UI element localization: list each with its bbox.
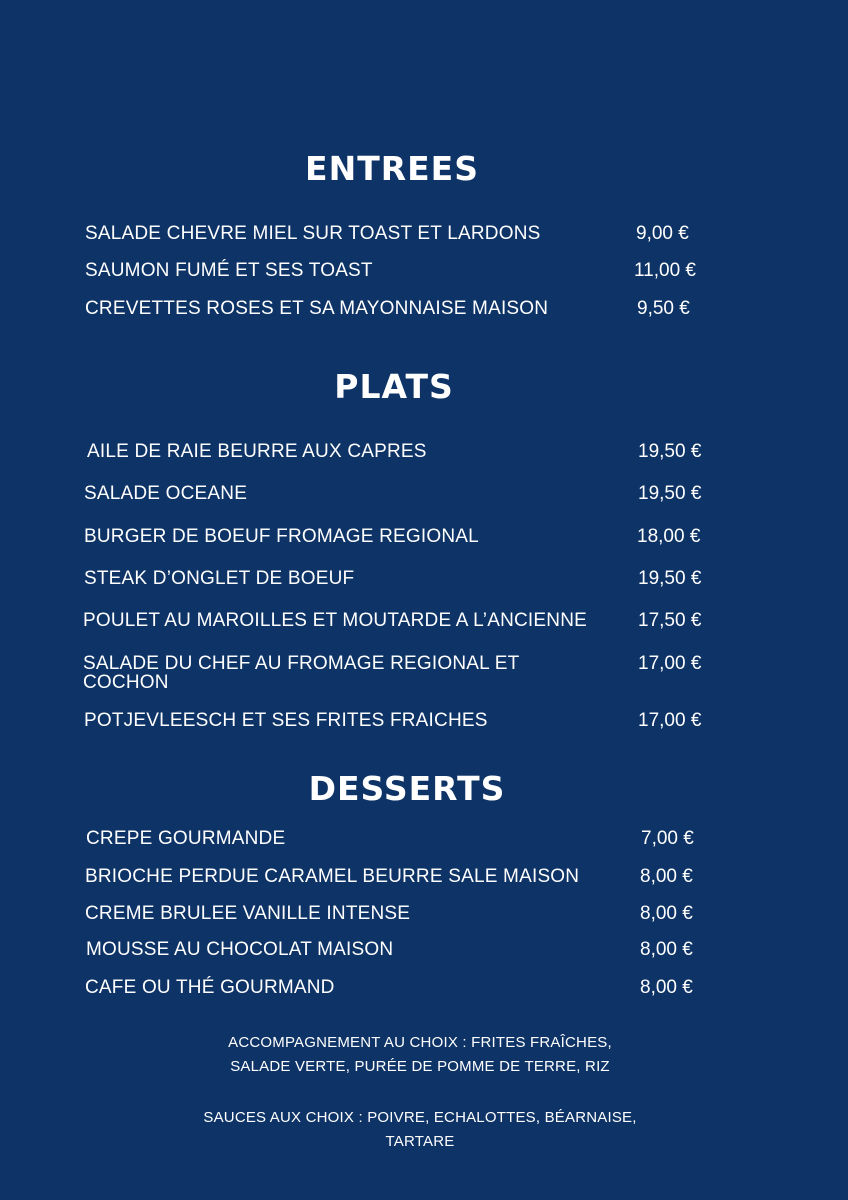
item-name: CREME BRULEE VANILLE INTENSE: [85, 903, 411, 924]
item-name: AILE DE RAIE BEURRE AUX CAPRES: [87, 441, 427, 462]
item-name: SAUMON FUMÉ ET SES TOAST: [85, 260, 373, 281]
item-price: 19,50 €: [638, 568, 702, 589]
item-name: MOUSSE AU CHOCOLAT MAISON: [86, 939, 394, 960]
entrees-title: ENTREES: [305, 149, 479, 188]
item-price: 17,50 €: [638, 610, 702, 631]
item-name: SALADE DU CHEF AU FROMAGE REGIONAL ET COCHON: [83, 653, 520, 693]
sauces-note: SAUCES AUX CHOIX : POIVRE, ECHALOTTES, BÉARNAISE, TARTARE: [203, 1109, 637, 1150]
accompaniment-note: ACCOMPAGNEMENT AU CHOIX : FRITES FRAÎCHES, SALADE VERTE, PURÉE DE POMME DE TERRE, RIZ: [228, 1034, 612, 1075]
item-name: STEAK D’ONGLET DE BOEUF: [84, 568, 355, 589]
item-price: 8,00 €: [640, 977, 693, 998]
item-name: CAFE OU THÉ GOURMAND: [85, 977, 335, 998]
item-price: 8,00 €: [640, 939, 693, 960]
item-name: BRIOCHE PERDUE CARAMEL BEURRE SALE MAISON: [85, 866, 580, 887]
plats-title: PLATS: [334, 367, 454, 406]
desserts-title: DESSERTS: [308, 769, 506, 808]
item-name: POULET AU MAROILLES ET MOUTARDE A L’ANCIENNE: [83, 610, 587, 631]
item-price: 9,00 €: [636, 223, 689, 244]
item-name: CREVETTES ROSES ET SA MAYONNAISE MAISON: [85, 298, 549, 319]
item-price: 17,00 €: [638, 710, 702, 731]
item-price: 9,50 €: [637, 298, 690, 319]
item-name: BURGER DE BOEUF FROMAGE REGIONAL: [84, 526, 479, 547]
item-name: POTJEVLEESCH ET SES FRITES FRAICHES: [84, 710, 488, 731]
item-price: 8,00 €: [640, 903, 693, 924]
item-name: CREPE GOURMANDE: [86, 828, 286, 849]
item-price: 18,00 €: [637, 526, 701, 547]
item-price: 11,00 €: [634, 260, 696, 281]
item-price: 7,00 €: [641, 828, 694, 849]
item-price: 17,00 €: [638, 653, 702, 674]
item-price: 19,50 €: [638, 483, 702, 504]
item-name: SALADE CHEVRE MIEL SUR TOAST ET LARDONS: [85, 223, 541, 244]
item-price: 8,00 €: [640, 866, 693, 887]
item-name: SALADE OCEANE: [84, 483, 248, 504]
item-price: 19,50 €: [638, 441, 702, 462]
